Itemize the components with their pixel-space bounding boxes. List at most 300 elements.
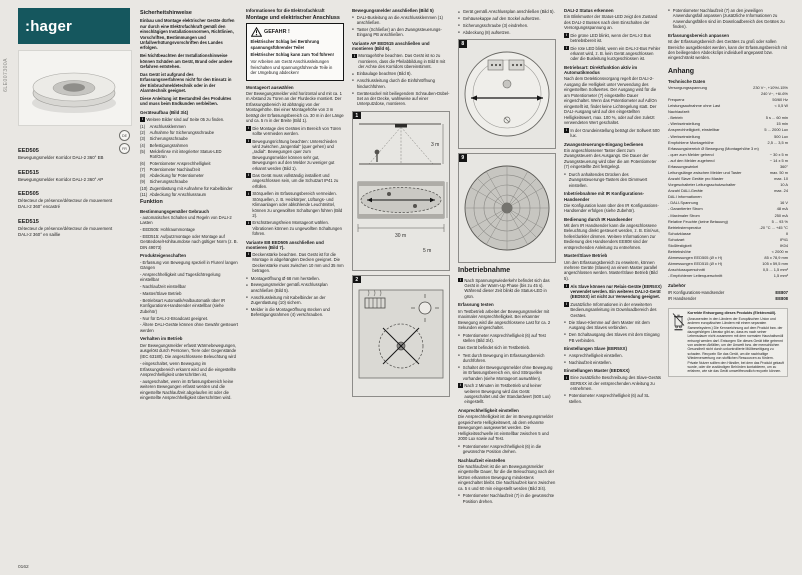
info-note: [564, 33, 662, 44]
note-text: Die rote LED blinkt, wenn ein DALI-2-Bus Fehler erkannt wird, z. B. kein Gerät angeschlossen oder die Busleitung kurzgeschlossen ist.: [570, 45, 661, 62]
behavior-title: Verhalten im Betrieb: [140, 336, 183, 342]
tech-label: Frequenz: [668, 97, 685, 103]
tech-value: max. 50 m: [769, 169, 788, 175]
bullet-icon: ●: [668, 8, 670, 13]
tech-data-row: [668, 267, 788, 272]
instruction-step: [352, 71, 450, 76]
tech-data-row: [668, 91, 788, 96]
master-slave-bold-note: [564, 284, 662, 300]
bullet-icon: ●: [564, 352, 566, 357]
delay-title: Nachlaufzeit einstellen: [458, 457, 506, 463]
flush-variant-steps: [246, 276, 344, 318]
device-orientation-diagram: [459, 40, 555, 146]
product-code: EED515: [18, 169, 39, 176]
instruction-step: [458, 353, 556, 364]
tech-value: 10 A: [780, 182, 788, 188]
step-text: Sicherungsschraube (3) eindrehen.: [462, 23, 529, 29]
bullet-icon: ●: [564, 172, 566, 177]
part-label: Anschlussklemmen: [149, 123, 186, 129]
step-text: Durch anhaltendes Drücken des Zwangssteuerungs-Tasters den Dimmwert einstellen.: [568, 171, 648, 188]
instruction-step: [564, 393, 662, 404]
slave-settings-title: Einstellungen Slave (EER5XX): [564, 346, 627, 352]
step-text: Schaltet der Bewegungsmelder ohne Bewegung im Erfassungsbereich ein, sind Störquellen vorhanden (siehe Montageort auswählen).: [462, 364, 553, 381]
tech-label: - Garantierter Strom: [668, 206, 703, 212]
intended-use-item: - EED515: Aufputzmontage oder Montage auf Gerätedose/Hohlraumdose nach gültiger Norm (z. B. DIN 49073): [140, 233, 238, 250]
instruction-step: [246, 307, 344, 318]
tech-label: - Maximaler Strom: [668, 212, 700, 218]
tech-label: Relative Feuchte (keine Betauung): [668, 218, 728, 224]
tech-value: IK04: [779, 242, 788, 248]
note-text: Nach 2 Minuten im Testbetrieb und keiner weiteren Bewegung wird das Gerät ausgeschaltet und der Standardwert (500 Lux) eingestellt.: [464, 383, 551, 405]
bullet-icon: ●: [458, 16, 460, 21]
intended-use-item: - EED505: Hohlraummontage: [140, 227, 195, 233]
bullet-icon: ●: [458, 443, 460, 448]
tech-value: -20 °C ... +45 °C: [759, 224, 788, 230]
tech-data-row: [668, 146, 788, 151]
master-slave-steps: [564, 320, 662, 343]
test-title: Erfassung testen: [458, 302, 494, 308]
accessory-label: IR Konfigurations-Handsender: [668, 289, 725, 295]
intended-use-title: Bestimmungsgemäßer Gebrauch: [140, 208, 210, 214]
note-text: Eine zusätzliche Beschreibung des Slave-Geräts EER5XX ist der entsprechenden Anleitung zu entnehmen.: [570, 375, 661, 392]
tech-label: Erfassungswinkel: [668, 163, 699, 169]
instruction-step: [668, 8, 788, 30]
tech-data-row: [668, 219, 788, 224]
tech-data-row: [668, 115, 788, 120]
tech-data-row: [668, 152, 788, 157]
tech-data-row: [668, 225, 788, 230]
location-title: Montageort auswählen: [246, 84, 294, 90]
info-icon: i: [247, 220, 249, 225]
intended-use-list: [140, 215, 238, 251]
danger-line: Elektrischer Schlag bei Berührung spannungsführender Teile!: [250, 39, 320, 50]
info-icon: i: [565, 283, 567, 288]
note-text: Nach Spannungswiederkehr befindet sich das Gerät in der Warm-Up Phase (bis zu 45 s). Während dieser Zeit blinkt die Status-LED in grün.: [464, 277, 550, 299]
tech-label: Betriebshöhe: [668, 248, 691, 254]
device-parts-list: [140, 124, 238, 197]
step-text: Nachlaufzeit einstellen.: [568, 359, 612, 365]
instruction-step: [564, 332, 662, 343]
tech-value: < 0,5 W: [774, 103, 788, 109]
tech-value: max. 24: [774, 188, 788, 194]
instruction-step: [458, 444, 556, 455]
disposal-title: Korrekte Entsorgung dieses Produkts (Elektromüll).: [687, 311, 777, 316]
bullet-icon: ●: [352, 14, 354, 19]
tech-label: Schutzart: [668, 236, 685, 242]
bullet-icon: ●: [458, 9, 460, 14]
master-settings-note: [564, 375, 662, 391]
product-description: Bewegungsmelder Korridor DALI-2 360° AP: [18, 176, 104, 182]
instruction-step: [458, 30, 556, 35]
tech-data-row: [668, 97, 788, 102]
location-notes-b: [246, 173, 344, 237]
bullet-icon: ●: [246, 275, 248, 280]
step-text: Potentiometer Ansprechhelligkeit (6) in die gewünschte Position drehen.: [462, 443, 542, 455]
tech-value: 5 ... 93 %: [771, 218, 788, 224]
device-part: [140, 192, 238, 197]
interference-sources-diagram: [353, 276, 449, 394]
force-paragraph: Ein angeschlossener Taster dient zum Zwangssteuern des Ausgangs. Die Dauer der Zwangssteuerung wird über die am Potentiometer (7) eingestellte Zeit festgelegt.: [564, 147, 657, 170]
feature-item: - Nur für DALI-2-Broadcast geeignet.: [140, 315, 209, 321]
step-text: Taster (Schließer) an den Zwangssteuerungs-Eingang PB anschließen.: [356, 26, 442, 38]
surface-variant-title: Variante AP EED515 anschließen und montieren (Bild 6).: [352, 40, 430, 52]
step-text: Anschlussleitung durch die Einführöffnung hindurchführen.: [356, 78, 435, 89]
master-slave-note: [564, 302, 662, 318]
part-label: Potentiometer Nachlaufzeit: [149, 166, 200, 172]
step-text: Gerätesockel mit beiliegendem Schrauben-Dübel-Set an der Decke, wahlweise auf einer Unterputzdose, montieren.: [356, 90, 450, 107]
instruction-step: [352, 15, 450, 26]
mode-paragraph: Nach dem Detektionsvorgang regelt der DALI-2-Ausgang die Helligkeit unter Verwendung des eingestellten Sollwertes. Der Ausgang wird für die am Potentiometer (7) eingestellte Dauer eingeschaltet. Wenn das Potentiometer auf Ad/On eingestellt ist, findet keine Lichtregelung statt. Der DALI-Ausgang wird auf den eingestellten Helligkeitswert, max. 100 %, oder auf den zuletzt verwendeten Wert geschaltet.: [564, 76, 657, 126]
bullet-icon: ●: [458, 30, 460, 35]
tech-value: 1,5 mm²: [773, 273, 788, 279]
hager-logo: [18, 8, 130, 44]
dali-status-paragraph: Ein Blinkmuster der Status-LED zeigt den Zustand des DALI-2 Busses nach dem Einschalten der Versorgungsspannung an.: [564, 14, 658, 31]
feature-item: - Ansprechhelligkeit und Tageslichtregelung einstellbar: [140, 271, 221, 283]
step-text: DALI-Busleitung an die Anschlussklemmen (1) anschließen.: [356, 14, 443, 26]
footer-code: 0162: [18, 565, 29, 570]
part-label: Zugentlastung mit Aufnahme für Kabelbinder: [149, 185, 233, 191]
column-appendix: [668, 8, 788, 377]
dali-status-title: DALI-2 Status erkennen: [564, 8, 614, 13]
feature-item: - Erfassung von Bewegung speziell in Fluren/ langen Gängen: [140, 259, 238, 271]
tech-data-row: [668, 85, 788, 90]
accessory-label: IR Handsender: [668, 295, 697, 301]
language-badge: DE: [119, 130, 130, 141]
behavior-item: - ausgeschaltet, wenn im Erfassungsbereich keine weiteren Bewegungen erfasst werden und die eingestellte Nachlaufzeit abgelaufen ist oder die eingestellte Ansprechhelligkeit überschritten wird.: [140, 378, 234, 401]
feature-item: - Ältere DALI-Geräte können ohne Gewähr gesteuert werden: [140, 322, 238, 333]
info-icon: i: [247, 138, 249, 143]
part-label: Sicherungsschraube: [149, 136, 188, 142]
tech-value: 500 Lux: [774, 133, 788, 139]
tech-label: Schutzklasse: [668, 230, 691, 236]
tech-value: 240 V~, +6/-6%: [760, 90, 788, 96]
safety-paragraphs: [140, 18, 238, 106]
surface-variant-steps-continued: [458, 9, 556, 35]
tech-data-row: [668, 158, 788, 163]
test-paragraph: Im Testbetrieb arbeitet der Bewegungsmelder mit maximaler Ansprechhelligkeit. Bei erkannter Bewegung wird die angeschlossene Last für ca. 2 Sekunden eingeschaltet.: [458, 308, 551, 331]
location-paragraph: Der Bewegungsmelder wird horizontal und mit ca. 1 m Abstand zu Türen an der Flurdecke montiert. Der Erfassungsbereich ist abhängig von der Montagehöhe. Bei einer Montagehöhe von 3 m beträgt der Erfassungsbereich ca. 30 m in der Länge und ca. 5 m in der Breite (Bild 1).: [246, 90, 344, 124]
mounting-title: Montage und elektrischer Anschluss: [246, 15, 340, 22]
tech-data-row: [668, 164, 788, 169]
step-text: Die Slave-Klemme auf dem Master mit dem Ausgang des Slaves verbinden.: [568, 319, 650, 331]
device-part: [140, 161, 238, 166]
info-note: [246, 220, 344, 236]
tech-data-row: [668, 134, 788, 139]
device-part: [140, 149, 238, 160]
device-part: [140, 167, 238, 172]
tech-value: 250 mA: [774, 212, 788, 218]
tech-data-row: [668, 188, 788, 193]
document-number: 6LE007300A: [3, 58, 9, 92]
tech-data-title: Technische Daten: [668, 78, 706, 84]
part-number: (1): [140, 123, 146, 129]
device-structure-title: Geräteaufbau (Bild 3/4): [140, 109, 189, 115]
tech-value: 5 ... 2000 Lux: [764, 127, 788, 133]
info-note: [246, 173, 344, 189]
safety-paragraph: Diese Anleitung ist Bestandteil des Produktes und muss beim Endkunden verbleiben.: [140, 95, 232, 107]
device-part: [140, 173, 238, 178]
step-text: Montageöffnung Ø 68 mm herstellen.: [250, 275, 320, 281]
tech-value: < 2000 m: [771, 248, 788, 254]
tech-data-row: [668, 261, 788, 266]
instruction-step: [458, 23, 556, 28]
column-safety: [140, 8, 238, 402]
note-text: Störquellen im Erfassungsbereich vermeiden. Störquellen, z. B. Heizkörper, Lüftungs- und Klimaanlagen oder abkühlende Leuchtmittel, können zu ungewollten Schaltungen führen (Bild 2).: [252, 191, 343, 218]
instruction-step: [458, 9, 556, 14]
danger-lines: [251, 39, 340, 75]
detection-area-diagram: [353, 112, 449, 268]
instruction-step: [352, 91, 450, 107]
instruction-step: [564, 353, 662, 358]
tech-label: - Werkseinstellung: [668, 121, 700, 127]
tech-label: Betriebstemperatur: [668, 224, 702, 230]
tech-value: ~ 30 x 5 m: [769, 151, 788, 157]
instruction-step: [352, 78, 450, 89]
info-note: [246, 191, 344, 218]
disposal-text: (Anzuwenden in den Ländern der Europäischen Union und anderen europäischen Ländern mit einem separaten Sammelsystem.) Die Kennzeichnung auf dem Produkt bzw. der dazugehörigen Literatur gibt an, dass es nach seiner Lebensdauer nicht zusammen mit dem normalen Haushaltsmüll entsorgt werden darf. Entsorgen Sie dieses Gerät bitte getrennt von anderen Abfällen, um der Umwelt bzw. der menschlichen Gesundheit nicht durch unkontrollierte Müllbeseitigung zu schaden. Recyceln Sie das Gerät, um die nachhaltige Wiederverwertung von stofflichen Ressourcen zu fördern. Private Nutzer sollten den Händler, bei dem das Produkt gekauft wurde, oder die zuständigen Behörden kontaktieren, um zu erfahren, wie sie das Gerät umweltfreundlich recyceln können.: [687, 316, 784, 374]
accessories-table: [668, 290, 788, 301]
product-entry: [18, 170, 116, 183]
figure-number: 8: [459, 40, 467, 48]
bullet-icon: ●: [246, 282, 248, 287]
bullet-icon: ●: [458, 352, 460, 357]
ir-remote-paragraph: Mit dem IR Handsender kann die angeschlossene Beleuchtung direkt gesteuert werden, z. B. Ein/Aus, heller/dunkler dimmen. Weitere Informationen zur Bedienung des Handsenders EE808 sind der entsprechenden Anleitung zu entnehmen.: [564, 223, 660, 250]
instruction-step: [564, 320, 662, 331]
step-text: Melder in die Montageöffnung stecken und Befestigungsrahmen (4) verschrauben.: [250, 307, 330, 318]
note-text: Als Slave können nur Relais-Geräte (EER5XX) verwendet werden. Ein weiteres DALI-2-Gerät (EED5XX) ist nicht zur Verwendung geeignet.: [570, 283, 662, 300]
tech-value: 50/60 Hz: [772, 97, 788, 103]
bullet-icon: ●: [564, 320, 566, 325]
bullet-icon: ●: [458, 493, 460, 498]
feature-item: - Master/Slave Betrieb: [140, 291, 182, 296]
svg-text:5 m: 5 m: [423, 247, 432, 254]
surface-variant-steps: [352, 71, 450, 107]
part-label: Potentiometer Ansprechhelligkeit: [149, 160, 211, 166]
danger-header: [251, 27, 340, 37]
flush-variant-note: [246, 252, 344, 274]
tech-data-row: [668, 182, 788, 187]
safety-paragraph: Bei Nichtbeachten der Installationshinweise können Schäden am Gerät, Brand oder andere Gefahren entstehen.: [140, 53, 233, 70]
behavior-intro: Der Bewegungsmelder erfasst Wärmebewegungen, ausgelöst durch Personen, Tiere oder Gegenstände (IEC 63180). Die angeschlossene Beleuchtung wird: [140, 342, 237, 359]
master-slave-paragraph: Um den Erfassungsbereich zu erweitern, können mehrere Geräte (Slaves) an einem Master parallel angeschlossen werden. Master/Slave Betrieb (Bild 5).: [564, 259, 658, 281]
mode-title: Betriebsart: Direktfunktion aktiv im Automatikmodus: [564, 64, 638, 76]
step-text: Anschlussleitung mit Kabelbinder an der Zugentlastung (10) sichern.: [250, 294, 326, 306]
danger-label: GEFAHR !: [264, 29, 290, 36]
safety-title: Sicherheitshinweise: [140, 10, 192, 16]
flush-variant-title: Variante EB EED505 anschließen und montieren (Bild 7).: [246, 239, 324, 250]
figure-interference-sources: [352, 275, 450, 397]
svg-text:30 m: 30 m: [395, 232, 407, 239]
safety-paragraph: Das Gerät ist aufgrund des Erfassungsverfahrens nicht für den Einsatz in der Einbruchmeldetechnik oder in der Alarmtechnik geeignet.: [140, 71, 232, 94]
accessory-reference: EE808: [775, 295, 788, 301]
tech-data-row: [668, 200, 788, 205]
language-badges: [119, 130, 130, 154]
slave-settings-steps: [564, 353, 662, 365]
connect-steps: [352, 15, 450, 38]
tech-label: Erfassungsbereich Ø Bewegung (Montagehöhe 3 m): [668, 145, 759, 151]
device-part: [140, 143, 238, 148]
tech-label: Versorgungsspannung: [668, 84, 707, 90]
figure-detection-area: [352, 111, 450, 271]
tech-label: Ansprechhelligkeit, einstellbar: [668, 127, 720, 133]
tech-label: Anzahl Slave Geräte pro Master: [668, 176, 724, 182]
device-structure-note: [140, 117, 238, 122]
product-description: Détecteur de présence/détecteur de mouvement DALI-2 360° en saillie: [18, 225, 113, 237]
tech-label: Empfohlene Montagehöhe: [668, 139, 714, 145]
dali-status-notes: [564, 33, 662, 62]
startup-title: Inbetriebnahme: [458, 267, 511, 275]
product-entry: [18, 219, 116, 237]
lens-diagram: [459, 154, 555, 260]
figure-number: 9: [459, 154, 467, 162]
bullet-icon: ●: [352, 27, 354, 32]
info-icon: i: [247, 252, 249, 257]
tech-data-row: [668, 237, 788, 242]
bullet-icon: ●: [246, 294, 248, 299]
tech-value: 230 V~, +10%/-15%: [753, 84, 788, 90]
tech-label: - Empfohlener Leiterquerschnitt: [668, 273, 723, 279]
tech-value: IP41: [779, 236, 788, 242]
product-description: Bewegungsmelder Korridor DALI-2 360° EB: [18, 155, 104, 160]
info-icon: i: [565, 33, 567, 38]
accessories-title: Zubehör: [668, 283, 686, 289]
ir-config-title: Inbetriebnahme mit IR Konfigurations-Handsender: [564, 191, 645, 202]
language-badge: FR: [119, 143, 130, 154]
instruction-step: [458, 365, 556, 381]
tech-label: Vorgeschalteter Leitungsschutzschalter: [668, 182, 736, 188]
product-description: Détecteur de présence/détecteur de mouvement DALI-2 360° encastré: [18, 198, 113, 210]
tech-value: 48 mA: [776, 206, 788, 212]
tech-label: Anschlussquerschnitt: [668, 267, 705, 273]
force-title: Zwangssteuerungs-Eingang bedienen: [564, 141, 644, 147]
product-list: [18, 148, 116, 246]
part-label: Abdeckung für Potentiometer: [149, 173, 204, 179]
info-icon: i: [459, 383, 461, 388]
bullet-icon: ●: [458, 332, 460, 337]
disposal-notice: [668, 308, 788, 377]
electrician-info-title: Informationen für die Elektrofachkraft: [246, 8, 325, 13]
instruction-step: [352, 27, 450, 38]
info-icon: i: [247, 126, 249, 131]
hager-logo-text: :hager: [25, 17, 73, 35]
device-part: [140, 124, 238, 129]
feature-item: - Nachlaufzeit einstellbar: [140, 284, 186, 290]
accessory-row: [668, 290, 788, 295]
instruction-step: [458, 333, 556, 344]
weee-crossed-bin-icon: [672, 311, 685, 331]
part-number: (10): [140, 185, 148, 191]
brightness-paragraph: Die Ansprechhelligkeit ist der im Bewegungsmelder gespeicherte Helligkeitswert, ab dem erkannte Bewegungen ausgewertet werden. Die Helligkeitsschwelle ist einstellbar zwischen 5 und 2000 Lux sowie auf Test.: [458, 414, 554, 441]
note-text: Das Gerät muss vollständig installiert und angeschlossen sein, um die Schutzart IP41 zu erfüllen.: [252, 173, 339, 189]
note-text: Erschütterungsfreien Montageort wählen. Vibrationen können zu ungewollten Schaltungen führen.: [252, 220, 342, 237]
note-text: Die Montage des Gerätes im Bereich von Türen sollte vermieden werden.: [252, 125, 341, 137]
ir-config-paragraph: Die Konfiguration kann über den IR Konfigurations-Handsender erfolgen (siehe Zubehör).: [564, 202, 659, 214]
part-number: (6): [140, 160, 146, 166]
note-text: Weitere Bilder sind auf Seite 05 zu finden.: [146, 116, 225, 122]
step-text: Abdeckung (8) aufsetzen.: [462, 29, 511, 35]
column-installation: [246, 8, 344, 319]
device-part: [140, 136, 238, 141]
tech-data-row: [668, 176, 788, 181]
step-text: Einbaulage beachten (Bild 8).: [356, 71, 412, 77]
part-label: Befestigungsrahmen: [149, 142, 189, 148]
tech-data-row: [668, 255, 788, 260]
tech-data-row: [668, 170, 788, 175]
tech-label: Leitungslänge zwischen Melder und Taster: [668, 169, 742, 175]
bullet-icon: ●: [352, 71, 354, 76]
tech-label: - Werkseinstellung: [668, 133, 700, 139]
test-note: [458, 383, 556, 405]
device-part: [140, 186, 238, 191]
tech-label: Abmessungen EED515 (Ø x H): [668, 261, 723, 267]
tech-label: Leistungsaufnahme ohne Last: [668, 103, 721, 109]
product-entry: [18, 191, 116, 209]
connect-title: Bewegungsmelder anschließen (Bild 5): [352, 8, 434, 13]
info-icon: i: [459, 277, 461, 282]
tech-label: - auf den Melder zugehend: [668, 157, 715, 163]
tech-data-row: [668, 109, 788, 114]
part-number: (9): [140, 179, 146, 185]
part-number: (4): [140, 142, 146, 148]
tech-label: DALI Informationen: [668, 194, 702, 200]
detection-adjust-title: Erfassungsbereich anpassen: [668, 32, 730, 38]
figure-lens: [458, 153, 556, 263]
feature-item: - Betriebsart Automatik/Halbautomatik über IR Konfigurations-Handsender einstellbar (siehe Zubehör): [140, 297, 226, 314]
accessory-reference: EE807: [775, 289, 788, 295]
part-number: (3): [140, 136, 146, 142]
tech-data-table: [668, 85, 788, 279]
disposal-text-block: [688, 311, 785, 373]
tech-value: 85 x 78,9 mm: [764, 255, 788, 261]
step-text: Potentiometer Nachlaufzeit (7) an den jeweiligen Anwendungsfall anpassen (zusätzliche Informationen zu Anwendungsfällen sind im Downloadbereich des Gerätes zu finden).: [672, 8, 785, 30]
bullet-icon: ●: [564, 359, 566, 364]
step-text: Den Schaltausgang des Slaves mit dem Eingang PB verbinden.: [568, 332, 660, 343]
danger-line: Vor Arbeiten am Gerät Anschlussleitungen freischalten und spannungsführende Teile in der Umgebung abdecken!: [250, 59, 333, 75]
features-list: [140, 260, 238, 334]
ir-remote-title: Bedienung durch IR Handsender: [564, 216, 633, 222]
info-icon: i: [565, 45, 567, 50]
instruction-step: [246, 295, 344, 306]
tech-value: 16 V: [779, 200, 788, 206]
tech-value: 15 min: [776, 121, 788, 127]
product-code: EED505: [18, 148, 39, 154]
figure-number: 2: [353, 276, 361, 284]
bullet-icon: ●: [352, 78, 354, 83]
step-text: Gerät gemäß Anschlussplan anschließen (Bild 5).: [462, 9, 555, 15]
tech-data-row: [668, 231, 788, 236]
note-text: Bewegungsrichtung beachten: Unterschieden wird zwischen „tangential“ (quer gehen) und „radial“. Bewegungen quer zum Bewegungsmelder können sehr gut, Bewegungen auf den Melder zu weniger gut erkannt werden (Bild 1).: [252, 138, 337, 171]
step-text: Potentiometer Ansprechhelligkeit (6) auf SL stellen.: [568, 393, 650, 404]
tech-label: - DALI-Spannung: [668, 200, 699, 206]
part-label: Aufnahme für Sicherungsschraube: [149, 130, 215, 136]
tech-value: II: [785, 230, 788, 236]
info-icon: i: [565, 375, 567, 380]
features-title: Produkteigenschaften: [140, 253, 187, 259]
step-text: Bewegungsmelder gemäß Anschlussplan anschließen (Bild 5).: [250, 282, 328, 293]
tech-value: max. 10: [774, 176, 788, 182]
delay-paragraph: Die Nachlaufzeit ist die am Bewegungsmelder eingestellte Dauer, für die die Beleuchtung nach der letzten erkannten Bewegung mindestens eingeschaltet bleibt. Die Nachlaufzeit kann zwischen ca. 5 s und 60 min eingestellt werden (Bild 3/4).: [458, 463, 556, 491]
tech-value: 360°: [779, 163, 788, 169]
function-title: Funktion: [140, 199, 163, 206]
part-label: Melderlinse mit integrierter Status-LED Rot/Grün: [149, 148, 222, 160]
product-photo: [18, 50, 132, 126]
motion-detector-photo-drawing: [19, 51, 129, 123]
column-connection: [352, 8, 450, 401]
note-text: Die grüne LED blinkt, wenn der DALI-2 Bus betriebsbereit ist.: [570, 32, 651, 44]
part-number: (5): [140, 148, 146, 154]
tech-label: - quer zum Melder gehend: [668, 151, 714, 157]
safety-paragraph: Einbau und Montage elektrischer Geräte dürfen nur durch eine Elektrofachkraft gemäß den einschlägigen Installationsnormen, Richtlinien, Vorschriften, Bestimmungen und Unfallverhütungsvorschriften des Landes erfolgen.: [140, 18, 235, 51]
